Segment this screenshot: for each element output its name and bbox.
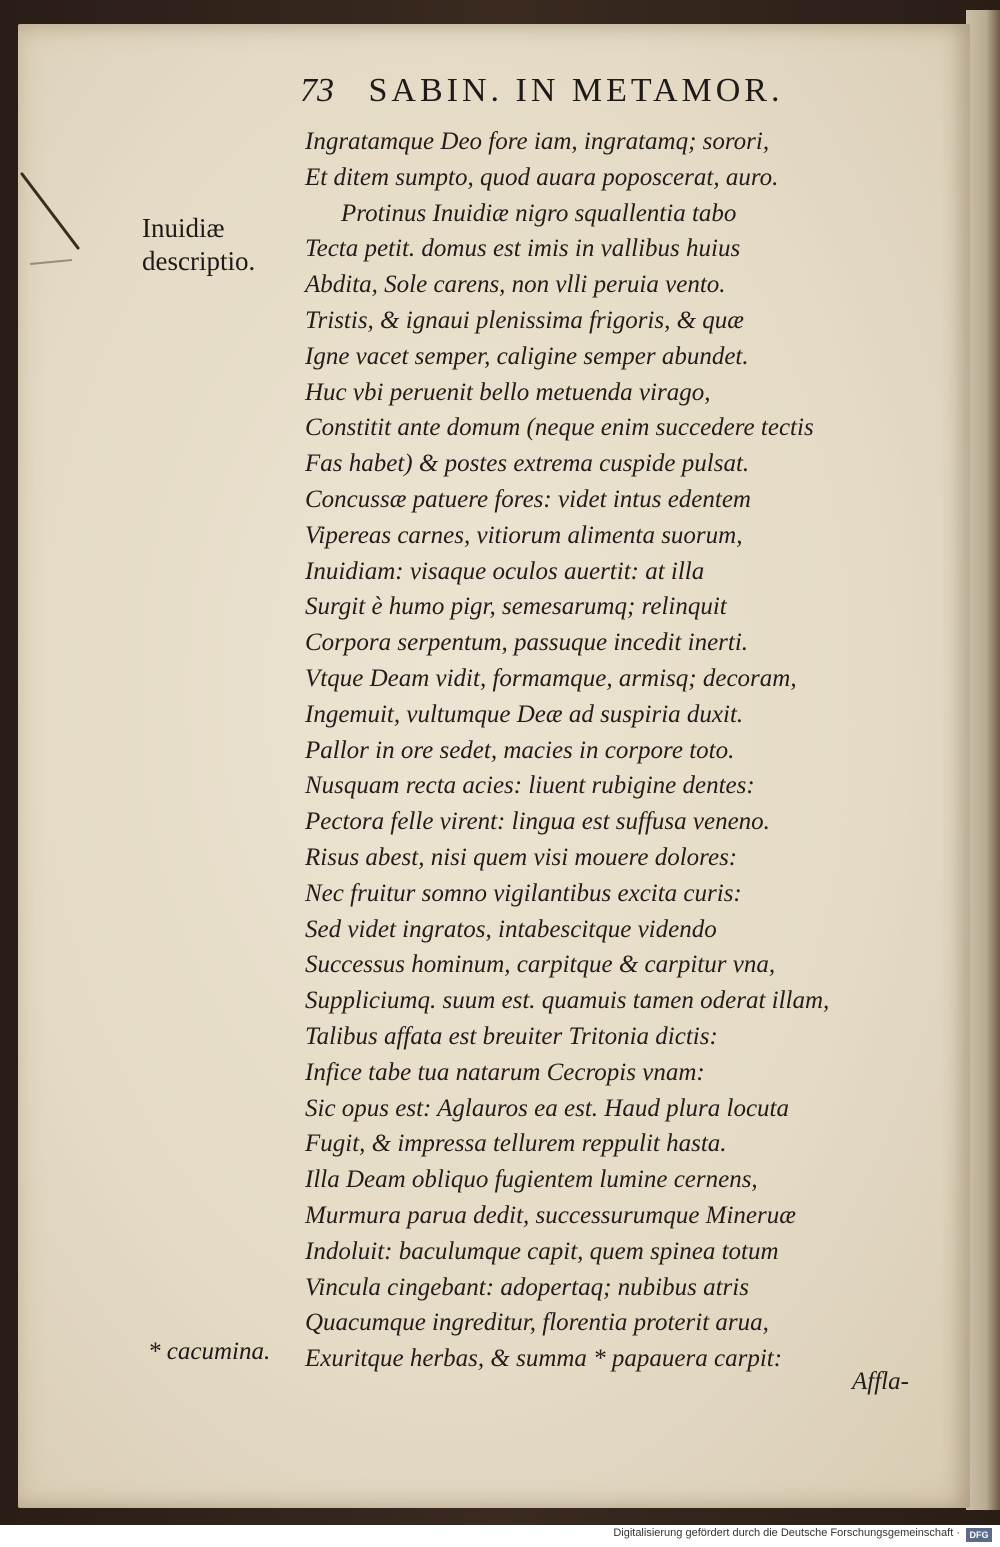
verse-line: Nusquam recta acies: liuent rubigine dentes: (305, 772, 755, 800)
running-title: SABIN. IN METAMOR. (368, 72, 784, 109)
dfg-logo-icon: DFG (966, 1528, 992, 1542)
verse-line: Huc vbi peruenit bello metuenda virago, (305, 378, 711, 406)
verse-line: Vtque Deam vidit, formamque, armisq; decoram, (305, 664, 797, 692)
verse-line: Protinus Inuidiæ nigro squallentia tabo (341, 199, 737, 227)
verse-line: Infice tabe tua natarum Cecropis vnam: (305, 1058, 705, 1086)
verse-line: Constitit ante domum (neque enim succedere tectis (305, 414, 814, 442)
verse-line: Inuidiam: visaque oculos auertit: at illa (305, 557, 705, 585)
verse-line: Sed videt ingratos, intabescitque videndo (305, 915, 717, 943)
verse-line: Corpora serpentum, passuque incedit inerti. (305, 629, 749, 657)
verse-text-block (305, 124, 945, 1377)
verse-line: Ingratamque Deo fore iam, ingratamq; sorori, (305, 128, 770, 155)
verse-line: Talibus affata est breuiter Tritonia dictis: (305, 1022, 718, 1050)
verse-line: Pallor in ore sedet, macies in corpore toto. (305, 736, 735, 764)
verse-line: Et ditem sumpto, quod auara poposcerat, auro. (305, 163, 779, 191)
verse-line: Ingemuit, vultumque Deæ ad suspiria duxit. (305, 700, 744, 728)
verse-line: Vipereas carnes, vitiorum alimenta suorum, (305, 521, 743, 549)
running-header (300, 72, 900, 110)
verse-line: Risus abest, nisi quem visi mouere dolores: (305, 843, 738, 871)
verse-line: Quacumque ingreditur, florentia proterit arua, (305, 1309, 769, 1337)
verse-line: Illa Deam obliquo fugientem lumine cernens, (305, 1166, 758, 1194)
verse-line: Tristis, & ignaui plenissima frigoris, & quæ (305, 306, 744, 334)
verse-line: Nec fruitur somno vigilantibus excita curis: (305, 879, 742, 907)
verse-line: Murmura parua dedit, successurumque Mineruæ (305, 1201, 796, 1229)
verse-line: Fas habet) & postes extrema cuspide pulsat. (305, 450, 750, 478)
verse-line: Surgit è humo pigr, semesarumq; relinquit (305, 593, 727, 621)
verse-line: Suppliciumq. suum est. quamuis tamen oderat illam, (305, 987, 830, 1015)
verse-line: Vincula cingebant: adopertaq; nubibus atris (305, 1273, 749, 1301)
digitization-footer (0, 1525, 1000, 1547)
verse-line: Fugit, & impressa tellurem reppulit hasta. (305, 1130, 727, 1158)
ink-stroke-mark (18, 170, 88, 280)
verse-line: Abdita, Sole carens, non vlli peruia vento. (305, 271, 726, 299)
verse-line: Sic opus est: Aglauros ea est. Haud plura locuta (305, 1094, 789, 1122)
verse-line: Pectora felle virent: lingua est suffusa veneno. (305, 808, 770, 836)
verse-line: Igne vacet semper, caligine semper abundet. (305, 342, 749, 370)
facing-page-edge (966, 10, 1000, 1510)
verse-line: Exuritque herbas, & summa * papauera carpit: (305, 1345, 783, 1373)
funding-credit: Digitalisierung gefördert durch die Deutsche Forschungsgemeinschaft · (613, 1527, 960, 1539)
verse-line: Concussæ patuere fores: videt intus edentem (305, 485, 751, 513)
verse-line: Tecta petit. domus est imis in vallibus huius (305, 235, 741, 263)
verse-line: Indoluit: baculumque capit, quem spinea totum (305, 1237, 779, 1265)
margin-footnote: * cacumina. (148, 1338, 271, 1365)
verse-line: Successus hominum, carpitque & carpitur vna, (305, 951, 776, 979)
page-number: 73 (300, 72, 334, 109)
catchword: Affla- (852, 1368, 909, 1395)
margin-note: Inuidiæ descriptio. (142, 213, 256, 276)
